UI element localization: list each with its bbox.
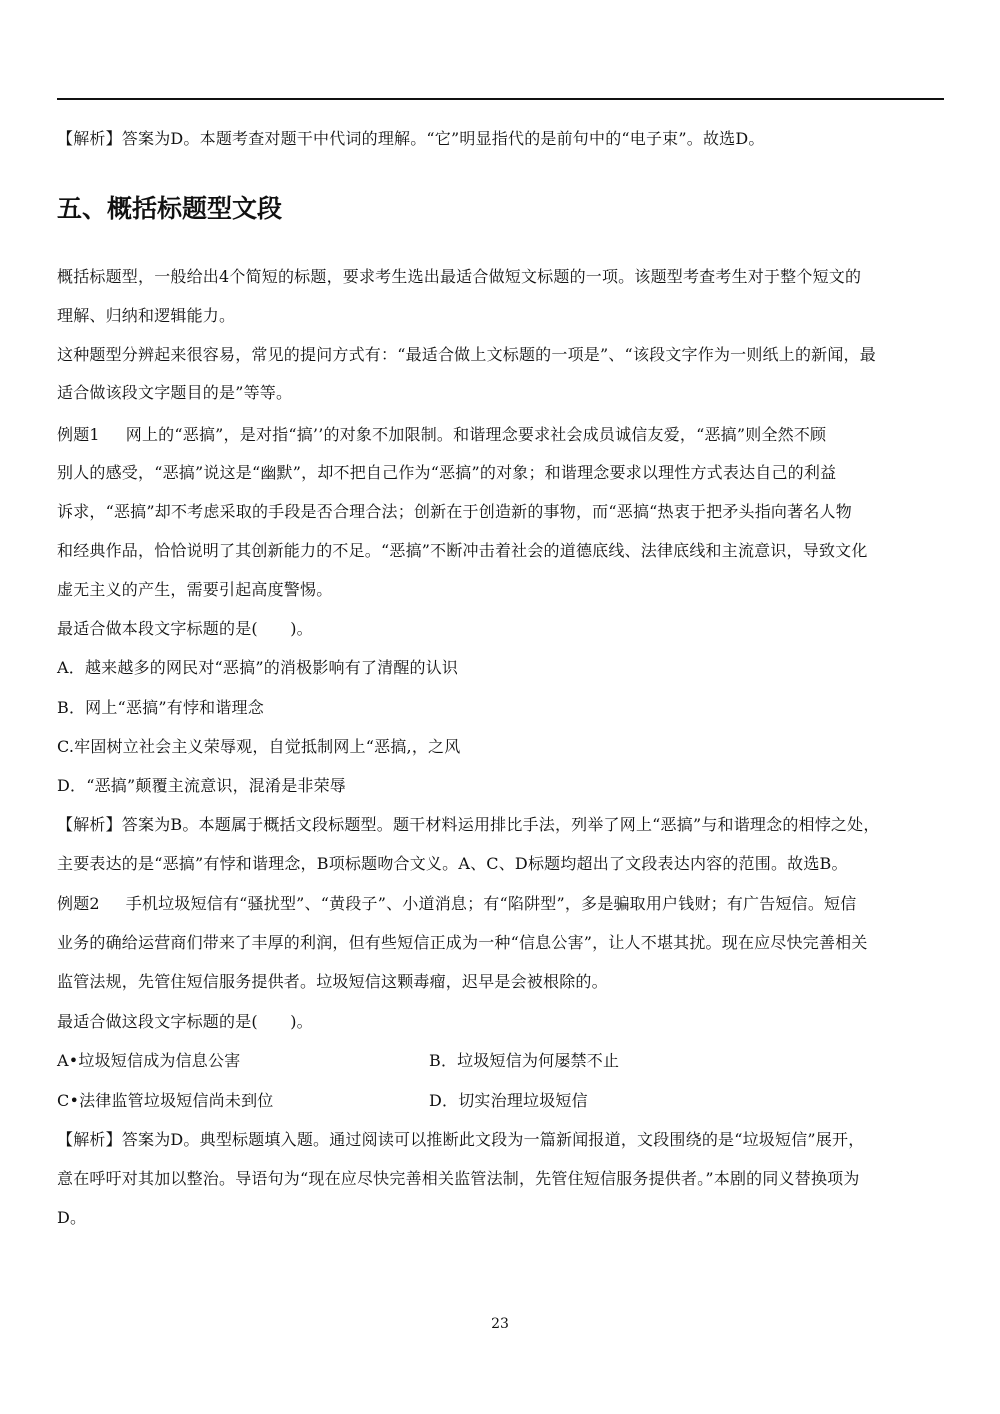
example1-option: C.牢固树立社会主义荣辱观，自觉抵制网上“恶搞,，之风: [57, 737, 461, 756]
example1-text: 网上的“恶搞”，是对指“搞’’的对象不加限制。和谐理念要求社会成员诚信友爱，“恶搞”则全然不顾: [125, 425, 827, 444]
example2-analysis: 【解析】答案为D。典型标题填入题。通过阅读可以推断此文段为一篇新闻报道，文段围绕的是“垃圾短信”展开，: [57, 1130, 865, 1149]
example1-line: [57, 424, 947, 446]
header-rule: [57, 98, 944, 100]
example1-question: 最适合做本段文字标题的是( )。: [57, 619, 313, 638]
example2-option-row: [57, 1090, 947, 1112]
intro-line: 适合做该段文字题目的是”等等。: [57, 383, 293, 402]
example2-option: B．垃圾短信为何屡禁不止: [429, 1051, 620, 1070]
example2-label: 例题2: [57, 894, 100, 913]
example1-line: 诉求，“恶搞”却不考虑采取的手段是否合理合法；创新在于创造新的事物，而“恶搞“热衷于把矛头指向著名人物: [57, 502, 852, 521]
example1-option: D．“恶搞”颠覆主流意识，混淆是非荣辱: [57, 776, 346, 795]
example1-option: A．越来越多的网民对“恶搞”的消极影响有了清醒的认识: [57, 658, 459, 677]
section-title: 五、概括标题型文段: [57, 194, 283, 223]
example1-line: 虚无主义的产生，需要引起高度警惕。: [57, 580, 333, 599]
example1-analysis: 【解析】答案为B。本题属于概括文段标题型。题干材料运用排比手法，列举了网上“恶搞”与和谐理念的相悖之处，: [57, 815, 880, 834]
intro-line: 概括标题型，一般给出4个简短的标题，要求考生选出最适合做短文标题的一项。该题型考查考生对于整个短文的: [57, 267, 862, 286]
example2-text: 手机垃圾短信有“骚扰型”、“黄段子”、小道消息；有“陷阱型”，多是骗取用户钱财；有广告短信。短信: [125, 894, 857, 913]
intro-line: 理解、归纳和逻辑能力。: [57, 306, 236, 325]
example2-option: A•垃圾短信成为信息公害: [57, 1051, 241, 1070]
example2-question: 最适合做这段文字标题的是( )。: [57, 1012, 313, 1031]
example2-line: [57, 893, 947, 915]
example2-line: 监管法规，先管住短信服务提供者。垃圾短信这颗毒瘤，迟早是会被根除的。: [57, 972, 608, 991]
previous-analysis: 【解析】答案为D。本题考查对题干中代词的理解。“它”明显指代的是前句中的“电子束”。故选D。: [57, 129, 765, 148]
example1-analysis: 主要表达的是“恶搞”有悖和谐理念，B项标题吻合文义。A、C、D标题均超出了文段表达内容的范围。故选B。: [57, 854, 848, 873]
example2-analysis: D。: [57, 1208, 87, 1227]
example2-line: 业务的确给运营商们带来了丰厚的利润，但有些短信正成为一种“信息公害”，让人不堪其扰。现在应尽快完善相关: [57, 933, 868, 952]
example2-option: C•法律监管垃圾短信尚未到位: [57, 1091, 274, 1110]
page-number: 23: [491, 1316, 509, 1332]
example2-option: D．切实治理垃圾短信: [429, 1091, 588, 1110]
example1-line: 和经典作品，恰恰说明了其创新能力的不足。“恶搞”不断冲击着社会的道德底线、法律底线和主流意识，导致文化: [57, 541, 868, 560]
example1-line: 别人的感受，“恶搞”说这是“幽默”，却不把自己作为“恶搞”的对象；和谐理念要求以理性方式表达自己的利益: [57, 463, 837, 482]
example2-option-row: [57, 1050, 947, 1072]
example1-option: B．网上“恶搞”有悖和谐理念: [57, 698, 264, 717]
intro-line: 这种题型分辨起来很容易，常见的提问方式有：“最适合做上文标题的一项是”、“该段文字作为一则纸上的新闻，最: [57, 345, 876, 364]
example1-label: 例题1: [57, 425, 100, 444]
example2-analysis: 意在呼吁对其加以整治。导语句为“现在应尽快完善相关监管法制，先管住短信服务提供者。”本剧的同义替换项为: [57, 1169, 860, 1188]
